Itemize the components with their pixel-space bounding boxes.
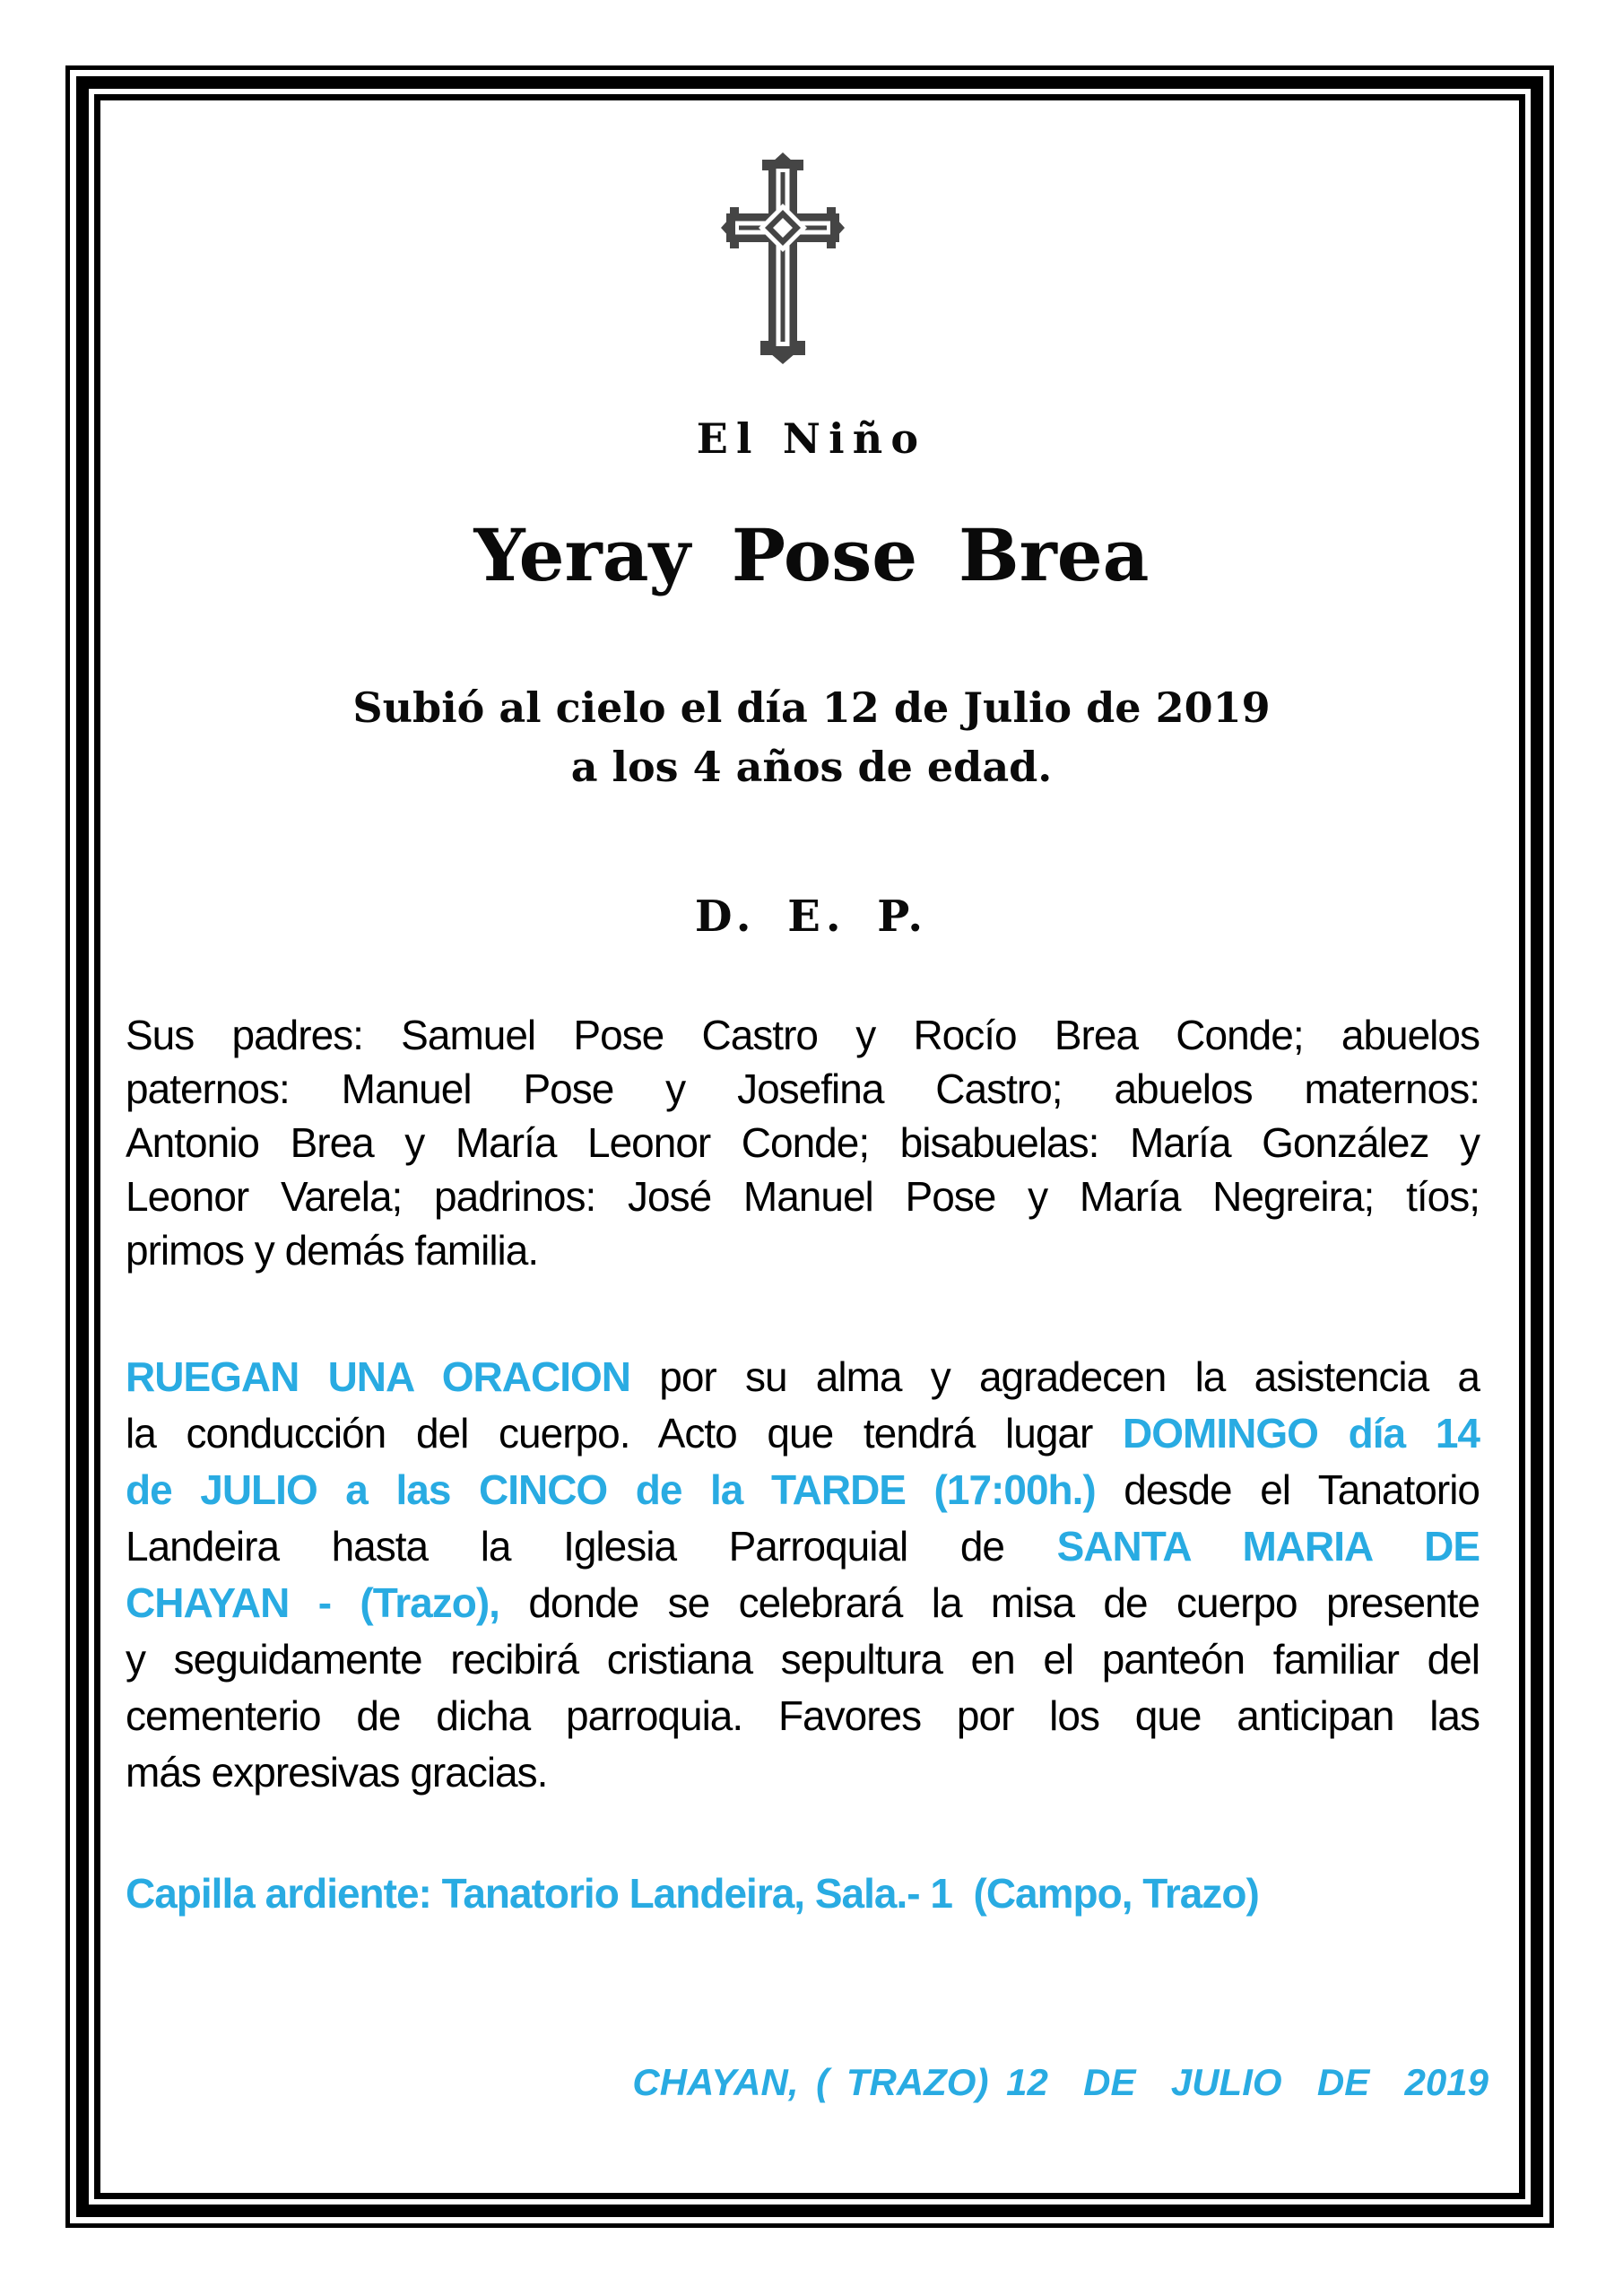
family-line: Leonor Varela; padrinos: José Manuel Pose y María Negreira; tíos; bbox=[126, 1173, 1480, 1220]
notice-line bbox=[126, 1518, 1480, 1575]
family-line: Antonio Brea y María Leonor Conde; bisabuelas: María González y bbox=[126, 1119, 1480, 1166]
notice-segment: más expresivas gracias. bbox=[126, 1749, 548, 1796]
notice-segment: desde el Tanatorio bbox=[1095, 1466, 1480, 1513]
notice-segment: Landeira hasta la Iglesia Parroquial de bbox=[126, 1523, 1057, 1570]
epithet-el-nino: El Niño bbox=[696, 414, 927, 463]
notice-line bbox=[126, 1744, 1480, 1801]
notice-segment: por su alma y agradecen la asistencia a bbox=[630, 1353, 1480, 1400]
family-line: primos y demás familia. bbox=[126, 1227, 539, 1274]
family-paragraph bbox=[126, 1008, 1480, 1277]
place-date-line: CHAYAN, ( TRAZO) 12 DE JULIO DE 2019 bbox=[632, 2061, 1488, 2103]
latin-cross-icon bbox=[716, 151, 850, 366]
notice-segment: CHAYAN - (Trazo), bbox=[126, 1579, 499, 1626]
notice-segment: de JULIO a las CINCO de la TARDE (17:00h.) bbox=[126, 1466, 1096, 1513]
notice-line bbox=[126, 1575, 1480, 1631]
notice-line bbox=[126, 1462, 1480, 1518]
notice-segment: SANTA MARIA DE bbox=[1056, 1523, 1480, 1570]
death-date-block bbox=[0, 678, 1623, 796]
notice-segment: DOMINGO día 14 bbox=[1123, 1410, 1480, 1457]
dep-abbreviation: D. E. P. bbox=[694, 891, 929, 942]
notice-segment: y seguidamente recibirá cristiana sepultura en el panteón familiar del bbox=[126, 1636, 1480, 1683]
family-line: paternos: Manuel Pose y Josefina Castro; abuelos maternos: bbox=[126, 1065, 1480, 1112]
notice-line bbox=[126, 1631, 1480, 1688]
notice-segment: cementerio de dicha parroquia. Favores por los que anticipan las bbox=[126, 1692, 1480, 1739]
funeral-notice-paragraph bbox=[126, 1349, 1480, 1801]
notice-segment: la conducción del cuerpo. Acto que tendrá lugar bbox=[126, 1410, 1124, 1457]
notice-segment: RUEGAN UNA ORACION bbox=[126, 1353, 630, 1400]
notice-line bbox=[126, 1405, 1480, 1462]
chapel-location-line: Capilla ardiente: Tanatorio Landeira, Sala.- 1 (Campo, Trazo) bbox=[126, 1870, 1259, 1917]
notice-line bbox=[126, 1349, 1480, 1405]
notice-segment: donde se celebrará la misa de cuerpo presente bbox=[499, 1579, 1480, 1626]
death-date-line: Subió al cielo el día 12 de Julio de 2019 bbox=[352, 683, 1271, 732]
notice-line bbox=[126, 1688, 1480, 1744]
death-age-line: a los 4 años de edad. bbox=[570, 743, 1053, 791]
family-line: Sus padres: Samuel Pose Castro y Rocío Brea Conde; abuelos bbox=[126, 1012, 1480, 1058]
deceased-name: Yeray Pose Brea bbox=[473, 513, 1150, 597]
